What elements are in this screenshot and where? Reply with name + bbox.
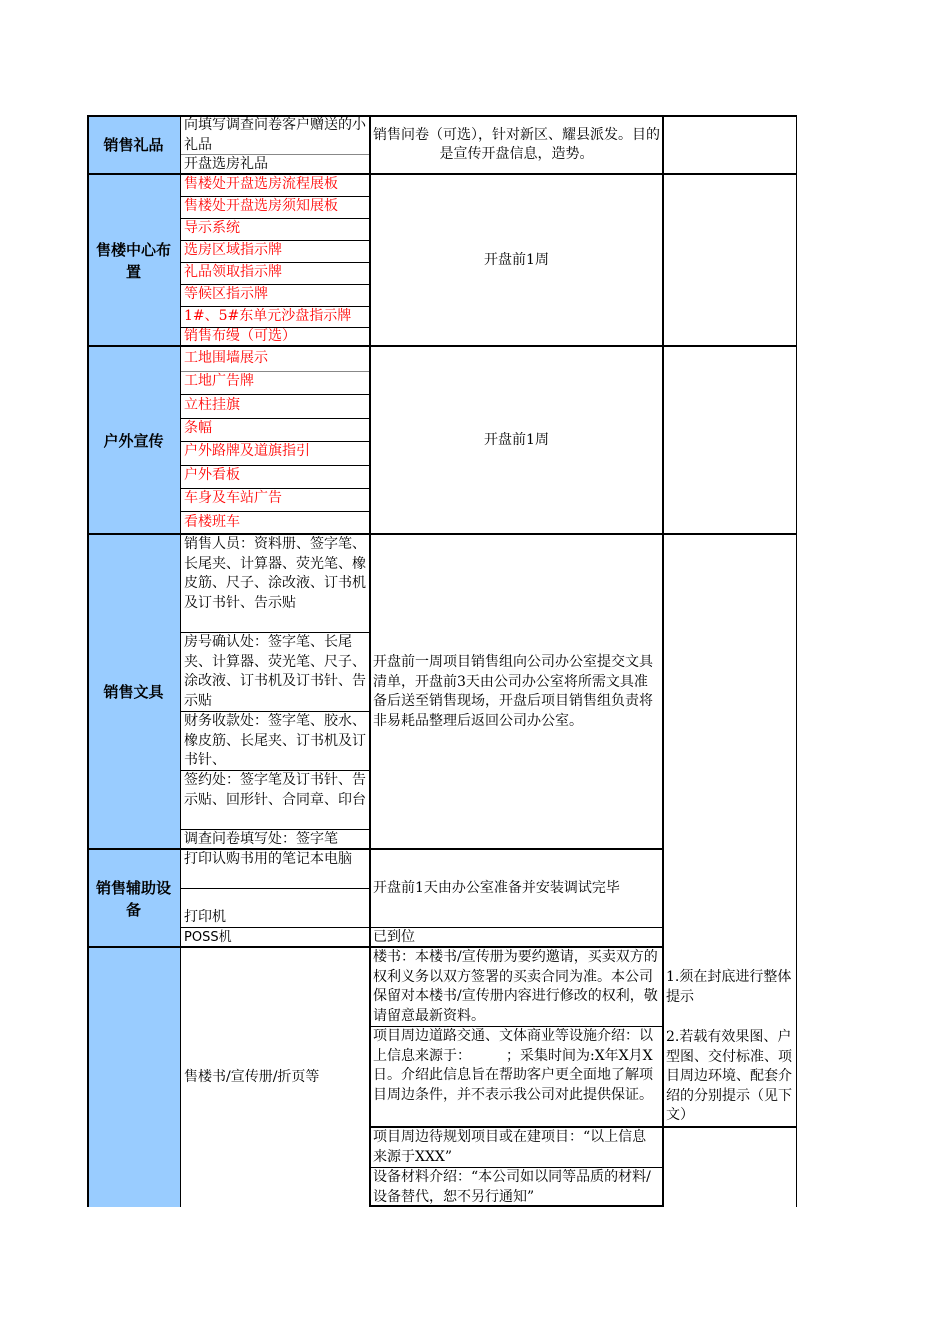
row-line [181,218,369,219]
item-center-2: 导示系统 [184,220,240,236]
border-section-2 [87,345,797,347]
item-brochure [181,948,369,1207]
border-section-1 [87,173,797,175]
item-outdoor-2: 立柱挂旗 [184,397,240,413]
outdoor-description [370,347,662,534]
row-line [181,829,369,830]
row-line [181,306,369,307]
row-line [370,1126,797,1128]
row-line [181,196,369,197]
row-line [181,711,369,712]
note-text: 2.若载有效果图、户型图、交付标准、项目周边环境、配套介绍的分别提示（见下文） [666,1029,792,1124]
item-outdoor-6: 车身及车站广告 [184,490,282,506]
border-col-3 [662,115,664,1207]
item-outdoor-5: 户外看板 [184,467,240,483]
category-label: 户外宣传 [103,431,164,450]
row-line [181,327,369,328]
description-text: 开盘前1周 [484,431,549,448]
row-line [181,284,369,285]
description-text: 开盘前1天由办公室准备并安装调试完毕 [373,879,620,896]
item-center-0: 售楼处开盘选房流程展板 [184,176,338,192]
row-line [181,770,369,771]
border-top [87,115,797,117]
item-center-7: 销售布缦（可选） [184,328,296,344]
border-section-4 [87,848,662,850]
equipment-description [370,850,662,927]
item-outdoor-0: 工地围墙展示 [184,350,268,366]
row-line [370,1167,662,1168]
item-outdoor-1: 工地广告牌 [184,373,254,389]
category-stationery [87,535,180,849]
category-label: 售楼中心布置 [95,240,171,281]
brochure-detail-2: 项目周边待规划项目或在建项目：“以上信息来源于XXX” [373,1129,647,1165]
category-label: 销售辅助设备 [95,878,171,919]
item-center-3: 选房区域指示牌 [184,242,282,258]
item-stationery-finance: 财务收款处：签字笔、胶水、橡皮筋、长尾夹、订书机及订书针、 [184,713,366,768]
item-equipment-laptop: 打印认购书用的笔记本电脑 [184,851,352,867]
row-line [370,1205,662,1207]
row-line [181,465,369,466]
row-line [181,888,369,889]
border-section-5 [87,946,662,948]
description-text: 开盘前一周项目销售组向公司办公室提交文具清单，开盘前3天由公司办公室将所需文具准备后送至销售现场，开盘后项目销售组负责将非易耗品整理后返回公司办公室。 [373,654,653,729]
row-line [181,154,369,155]
brochure-detail-1: 项目周边道路交通、文体商业等设施介绍：以上信息来源于： ；采集时间为:X年X月X日。介绍此信息旨在帮助客户更全面地了解项目周边条件，并不表示我公司对此提供保证。 [373,1028,653,1103]
item-outdoor-4: 户外路牌及道旗指引 [184,443,310,459]
center-layout-description [370,175,662,346]
item-center-1: 售楼处开盘选房须知展板 [184,198,338,214]
description-text: 销售问卷（可选），针对新区、耀县派发。目的是宣传开盘信息，造势。 [373,126,660,162]
item-stationery-sales: 销售人员：资料册、签字笔、长尾夹、计算器、荧光笔、橡皮筋、尺子、涂改液、订书机及订书针、告示贴 [184,536,366,611]
pos-status: 已到位 [373,929,415,945]
border-col-2 [369,115,371,1207]
row-line [181,371,369,372]
row-line [181,632,369,633]
border-section-3 [87,533,797,535]
border-right [796,115,797,1207]
row-line [181,488,369,489]
row-line [181,441,369,442]
brochure-note-0 [663,948,797,1027]
brochure-detail-3: 设备材料介绍：“本公司如以同等品质的材料/设备替代，恕不另行通知” [373,1169,651,1205]
item-outdoor-7: 看楼班车 [184,514,240,530]
stationery-description [370,535,662,849]
brochure-note-1 [663,1027,797,1127]
category-label: 销售文具 [103,683,164,701]
note-text: 1.须在封底进行整体提示 [666,969,792,1005]
row-line [181,394,369,395]
border-col-1 [180,115,181,1207]
row-line [181,927,662,928]
item-selection-gift: 开盘选房礼品 [184,156,268,172]
category-outdoor [87,347,180,534]
category-center-layout [87,175,180,346]
item-equipment-pos: POSS机 [184,930,232,945]
category-sales-gifts [87,115,180,174]
item-center-6: 1#、5#东单元沙盘指示牌 [184,308,352,324]
category-equipment [87,850,180,947]
row-line [181,262,369,263]
item-stationery-room: 房号确认处：签字笔、长尾夹、计算器、荧光笔、尺子、涂改液、订书机及订书针、告示贴 [184,634,366,709]
item-outdoor-3: 条幅 [184,420,212,436]
category-label: 销售礼品 [103,135,164,154]
brochure-label: 售楼书/宣传册/折页等 [184,1068,320,1085]
item-center-5: 等候区指示牌 [184,286,268,302]
description-text: 开盘前1周 [484,251,549,268]
gifts-description [370,116,662,174]
item-stationery-signing: 签约处：签字笔及订书针、告示贴、回形针、合同章、印台 [184,772,366,808]
row-line [181,418,369,419]
category-brochure [87,948,180,1207]
item-stationery-survey: 调查问卷填写处：签字笔 [184,831,338,847]
row-line [370,1026,662,1027]
promotion-checklist-table [87,115,797,1207]
border-left [87,115,89,1207]
row-line [181,240,369,241]
brochure-detail-0: 楼书：本楼书/宣传册为要约邀请，买卖双方的权利义务以双方签署的买卖合同为准。本公司保留对本楼书/宣传册内容进行修改的权利，敬请留意最新资料。 [373,949,658,1024]
item-survey-gift: 向填写调查问卷客户赠送的小礼品 [184,117,366,153]
item-equipment-printer: 打印机 [184,909,226,925]
item-center-4: 礼品领取指示牌 [184,264,282,280]
row-line [181,511,369,512]
